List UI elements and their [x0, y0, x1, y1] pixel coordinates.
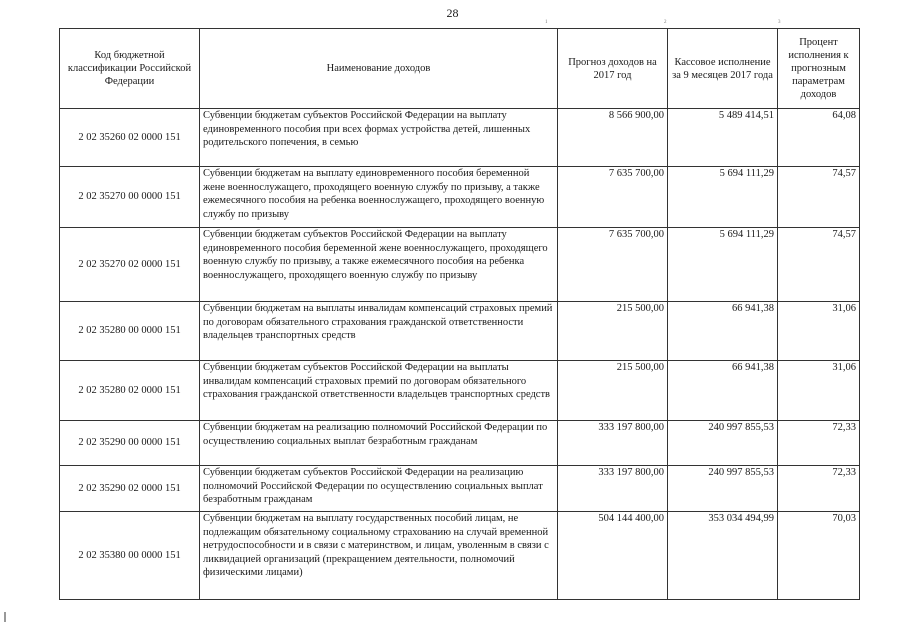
row-code: 2 02 35270 00 0000 151	[60, 167, 200, 228]
header-row	[60, 29, 860, 109]
table-row	[60, 109, 860, 167]
row-code: 2 02 35290 02 0000 151	[60, 466, 200, 512]
row-cash: 66 941,38	[668, 361, 778, 421]
row-forecast: 333 197 800,00	[558, 421, 668, 466]
page-number: 28	[446, 6, 459, 20]
row-percent: 74,57	[778, 167, 860, 228]
row-cash: 5 694 111,29	[668, 167, 778, 228]
table-row	[60, 361, 860, 421]
row-cash: 240 997 855,53	[668, 421, 778, 466]
header-code: Код бюджетной классификации Российской Федерации	[60, 29, 200, 109]
row-percent: 72,33	[778, 466, 860, 512]
header-percent: Процент исполнения к прогнозным параметрам доходов	[778, 29, 860, 109]
header-cash: Кассовое исполнение за 9 месяцев 2017 года	[668, 29, 778, 109]
row-code: 2 02 35290 00 0000 151	[60, 421, 200, 466]
row-code: 2 02 35280 02 0000 151	[60, 361, 200, 421]
column-mark: 2	[664, 20, 667, 25]
row-name: Субвенции бюджетам на выплаты инвалидам компенсаций страховых премий по договорам обязательного страхования гражданской ответственности владельцев транспортных средств	[200, 302, 558, 361]
row-forecast: 333 197 800,00	[558, 466, 668, 512]
row-percent: 72,33	[778, 421, 860, 466]
row-cash: 66 941,38	[668, 302, 778, 361]
row-cash: 353 034 494,99	[668, 512, 778, 600]
row-cash: 240 997 855,53	[668, 466, 778, 512]
scan-edge-mark	[4, 612, 6, 622]
row-forecast: 504 144 400,00	[558, 512, 668, 600]
table-row	[60, 228, 860, 302]
column-marks	[0, 20, 905, 28]
header-name: Наименование доходов	[200, 29, 558, 109]
header-forecast: Прогноз доходов на 2017 год	[558, 29, 668, 109]
column-mark: 1	[545, 20, 548, 25]
row-code: 2 02 35270 02 0000 151	[60, 228, 200, 302]
row-forecast: 8 566 900,00	[558, 109, 668, 167]
row-code: 2 02 35380 00 0000 151	[60, 512, 200, 600]
row-name: Субвенции бюджетам на реализацию полномочий Российской Федерации по осуществлению социальных выплат безработным гражданам	[200, 421, 558, 466]
row-forecast: 215 500,00	[558, 302, 668, 361]
row-cash: 5 694 111,29	[668, 228, 778, 302]
row-forecast: 215 500,00	[558, 361, 668, 421]
row-forecast: 7 635 700,00	[558, 167, 668, 228]
row-forecast: 7 635 700,00	[558, 228, 668, 302]
row-name: Субвенции бюджетам субъектов Российской Федерации на выплату единовременного пособия при всех формах устройства детей, лишенных родительского попечения, в семью	[200, 109, 558, 167]
row-name: Субвенции бюджетам субъектов Российской Федерации на выплату единовременного пособия беременной жене военнослужащего, проходящего военную службу по призыву, а также ежемесячного пособия на ребенка военнослужащего, проходящего военную службу по призыву	[200, 228, 558, 302]
table-header	[60, 29, 860, 109]
table-row	[60, 512, 860, 600]
table-row	[60, 421, 860, 466]
row-name: Субвенции бюджетам на выплату единовременного пособия беременной жене военнослужащего, проходящего военную службу по призыву, а также ежемесячного пособия на ребенка военнослужащего, проходящего военную службу по призыву	[200, 167, 558, 228]
column-mark: 3	[778, 20, 781, 25]
row-name: Субвенции бюджетам на выплату государственных пособий лицам, не подлежащим обязательному социальному страхованию на случай временной нетрудоспособности и в связи с материнством, и лицам, уволенным в связи с ликвидацией организаций (прекращением деятельности, полномочий физическими лицами)	[200, 512, 558, 600]
row-code: 2 02 35260 02 0000 151	[60, 109, 200, 167]
table-body	[60, 109, 860, 600]
row-code: 2 02 35280 00 0000 151	[60, 302, 200, 361]
row-cash: 5 489 414,51	[668, 109, 778, 167]
row-name: Субвенции бюджетам субъектов Российской Федерации на выплаты инвалидам компенсаций страховых премий по договорам обязательного страхования гражданской ответственности владельцев транспортных средств	[200, 361, 558, 421]
row-percent: 31,06	[778, 361, 860, 421]
table-row	[60, 302, 860, 361]
row-name: Субвенции бюджетам субъектов Российской Федерации на реализацию полномочий Российской Федерации по осуществлению социальных выплат безработным гражданам	[200, 466, 558, 512]
revenue-table	[59, 28, 860, 600]
row-percent: 64,08	[778, 109, 860, 167]
row-percent: 70,03	[778, 512, 860, 600]
row-percent: 74,57	[778, 228, 860, 302]
row-percent: 31,06	[778, 302, 860, 361]
table-row	[60, 167, 860, 228]
table-row	[60, 466, 860, 512]
